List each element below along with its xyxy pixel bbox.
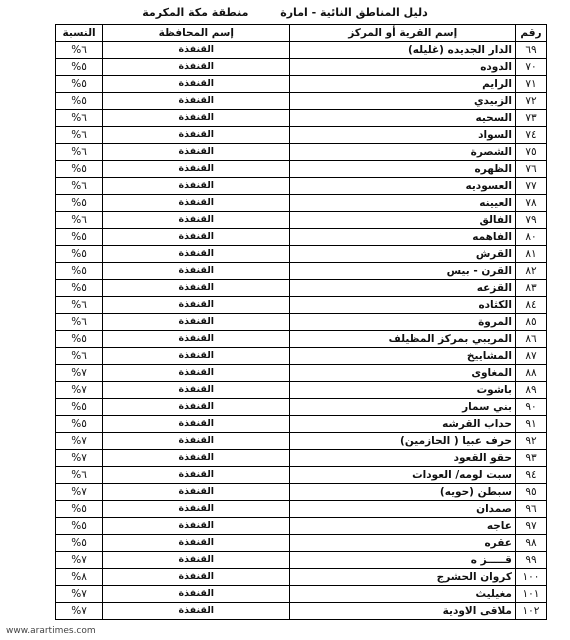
village-name: العيينه	[290, 195, 515, 212]
governorate-name: القنفذة	[103, 144, 290, 161]
village-name: الفالق	[290, 212, 515, 229]
governorate-name: القنفذة	[103, 195, 290, 212]
table-row	[56, 586, 547, 603]
villages-table	[55, 24, 547, 620]
header-num: رقم	[515, 25, 546, 42]
percentage-value: ٦%	[56, 348, 103, 365]
governorate-name: القنفذة	[103, 586, 290, 603]
percentage-value: ٨%	[56, 569, 103, 586]
table-row	[56, 93, 547, 110]
table-row	[56, 59, 547, 76]
governorate-name: القنفذة	[103, 450, 290, 467]
governorate-name: القنفذة	[103, 280, 290, 297]
village-name: الشصرة	[290, 144, 515, 161]
header-village: إسم القرية أو المركز	[290, 25, 515, 42]
table-row	[56, 127, 547, 144]
row-number: ٧٢	[515, 93, 546, 110]
row-number: ٩٣	[515, 450, 546, 467]
governorate-name: القنفذة	[103, 314, 290, 331]
governorate-name: القنفذة	[103, 59, 290, 76]
watermark-text: www.arartimes.com	[6, 626, 96, 636]
percentage-value: ٧%	[56, 450, 103, 467]
governorate-name: القنفذة	[103, 331, 290, 348]
title-right-part: منطقة مكة المكرمة	[142, 6, 249, 19]
table-row	[56, 280, 547, 297]
governorate-name: القنفذة	[103, 365, 290, 382]
percentage-value: ٧%	[56, 586, 103, 603]
row-number: ٩١	[515, 416, 546, 433]
governorate-name: القنفذة	[103, 76, 290, 93]
governorate-name: القنفذة	[103, 518, 290, 535]
percentage-value: ٥%	[56, 263, 103, 280]
table-row	[56, 365, 547, 382]
village-name: الدار الجديده (غليله)	[290, 42, 515, 59]
governorate-name: القنفذة	[103, 263, 290, 280]
percentage-value: ٦%	[56, 127, 103, 144]
governorate-name: القنفذة	[103, 93, 290, 110]
percentage-value: ٥%	[56, 501, 103, 518]
row-number: ٨٠	[515, 229, 546, 246]
village-name: القرش	[290, 246, 515, 263]
village-name: صمدان	[290, 501, 515, 518]
table-row	[56, 178, 547, 195]
table-row	[56, 229, 547, 246]
village-name: باشوت	[290, 382, 515, 399]
governorate-name: القنفذة	[103, 382, 290, 399]
governorate-name: القنفذة	[103, 229, 290, 246]
row-number: ٦٩	[515, 42, 546, 59]
percentage-value: ٦%	[56, 42, 103, 59]
percentage-value: ٥%	[56, 161, 103, 178]
village-name: الكثاده	[290, 297, 515, 314]
percentage-value: ٥%	[56, 280, 103, 297]
row-number: ٧٠	[515, 59, 546, 76]
governorate-name: القنفذة	[103, 603, 290, 620]
village-name: المغاوى	[290, 365, 515, 382]
percentage-value: ٥%	[56, 331, 103, 348]
percentage-value: ٦%	[56, 178, 103, 195]
governorate-name: القنفذة	[103, 178, 290, 195]
percentage-value: ٥%	[56, 399, 103, 416]
village-name: ملاقى الاودية	[290, 603, 515, 620]
percentage-value: ٥%	[56, 416, 103, 433]
table-row	[56, 518, 547, 535]
percentage-value: ٥%	[56, 195, 103, 212]
row-number: ٩٩	[515, 552, 546, 569]
percentage-value: ٧%	[56, 552, 103, 569]
table-row	[56, 348, 547, 365]
table-row	[56, 399, 547, 416]
governorate-name: القنفذة	[103, 127, 290, 144]
village-name: كروان الحشرج	[290, 569, 515, 586]
percentage-value: ٧%	[56, 433, 103, 450]
row-number: ٧٣	[515, 110, 546, 127]
village-name: القزعه	[290, 280, 515, 297]
governorate-name: القنفذة	[103, 484, 290, 501]
row-number: ٨٩	[515, 382, 546, 399]
percentage-value: ٥%	[56, 93, 103, 110]
village-name: القرن - بيس	[290, 263, 515, 280]
village-name: الفاهمه	[290, 229, 515, 246]
row-number: ١٠٠	[515, 569, 546, 586]
governorate-name: القنفذة	[103, 297, 290, 314]
table-row	[56, 246, 547, 263]
village-name: مغيليث	[290, 586, 515, 603]
table-row	[56, 501, 547, 518]
row-number: ٧٩	[515, 212, 546, 229]
header-percentage: النسبة	[56, 25, 103, 42]
row-number: ٧٧	[515, 178, 546, 195]
row-number: ٩٥	[515, 484, 546, 501]
percentage-value: ٦%	[56, 467, 103, 484]
village-name: الرايم	[290, 76, 515, 93]
table-row	[56, 382, 547, 399]
table-row	[56, 552, 547, 569]
percentage-value: ٥%	[56, 229, 103, 246]
row-number: ٧٨	[515, 195, 546, 212]
village-name: بني سمار	[290, 399, 515, 416]
village-name: المريبي بمركز المظيلف	[290, 331, 515, 348]
table-row	[56, 535, 547, 552]
row-number: ٧٤	[515, 127, 546, 144]
village-name: سبت لومه/ العودات	[290, 467, 515, 484]
title-left-part: دليل المناطق النائية - امارة	[280, 6, 428, 19]
table-row	[56, 212, 547, 229]
table-row	[56, 484, 547, 501]
row-number: ٧١	[515, 76, 546, 93]
village-name: قـــــز ه	[290, 552, 515, 569]
table-header-row	[56, 25, 547, 42]
table-row	[56, 603, 547, 620]
row-number: ١٠١	[515, 586, 546, 603]
table-row	[56, 450, 547, 467]
village-name: المشاييخ	[290, 348, 515, 365]
percentage-value: ٥%	[56, 535, 103, 552]
page-title	[0, 6, 570, 19]
governorate-name: القنفذة	[103, 467, 290, 484]
row-number: ٩٦	[515, 501, 546, 518]
governorate-name: القنفذة	[103, 212, 290, 229]
village-name: السواد	[290, 127, 515, 144]
table-body	[56, 42, 547, 620]
percentage-value: ٥%	[56, 246, 103, 263]
governorate-name: القنفذة	[103, 348, 290, 365]
row-number: ٨٢	[515, 263, 546, 280]
governorate-name: القنفذة	[103, 42, 290, 59]
row-number: ٧٥	[515, 144, 546, 161]
table-row	[56, 297, 547, 314]
percentage-value: ٥%	[56, 76, 103, 93]
table-row	[56, 433, 547, 450]
percentage-value: ٥%	[56, 518, 103, 535]
row-number: ٩٤	[515, 467, 546, 484]
percentage-value: ٧%	[56, 365, 103, 382]
village-name: العسوديه	[290, 178, 515, 195]
percentage-value: ٧%	[56, 484, 103, 501]
row-number: ٨٥	[515, 314, 546, 331]
row-number: ١٠٢	[515, 603, 546, 620]
table-row	[56, 76, 547, 93]
percentage-value: ٥%	[56, 59, 103, 76]
table-row	[56, 110, 547, 127]
governorate-name: القنفذة	[103, 110, 290, 127]
governorate-name: القنفذة	[103, 501, 290, 518]
village-name: الظهره	[290, 161, 515, 178]
table-row	[56, 195, 547, 212]
table-row	[56, 42, 547, 59]
village-name: عاجه	[290, 518, 515, 535]
table-row	[56, 467, 547, 484]
percentage-value: ٦%	[56, 297, 103, 314]
row-number: ٨٤	[515, 297, 546, 314]
table-row	[56, 314, 547, 331]
header-governorate: إسم المحافظة	[103, 25, 290, 42]
village-name: الزبيدي	[290, 93, 515, 110]
row-number: ٨٧	[515, 348, 546, 365]
governorate-name: القنفذة	[103, 569, 290, 586]
village-name: سبطن (حويه)	[290, 484, 515, 501]
table-row	[56, 416, 547, 433]
village-name: حقو القعود	[290, 450, 515, 467]
governorate-name: القنفذة	[103, 399, 290, 416]
percentage-value: ٦%	[56, 110, 103, 127]
row-number: ٨٦	[515, 331, 546, 348]
row-number: ٩٢	[515, 433, 546, 450]
villages-table-container	[55, 24, 547, 620]
table-row	[56, 263, 547, 280]
row-number: ٩٧	[515, 518, 546, 535]
village-name: عقره	[290, 535, 515, 552]
table-row	[56, 144, 547, 161]
percentage-value: ٦%	[56, 144, 103, 161]
row-number: ٩٨	[515, 535, 546, 552]
row-number: ٧٦	[515, 161, 546, 178]
governorate-name: القنفذة	[103, 535, 290, 552]
row-number: ٨٨	[515, 365, 546, 382]
governorate-name: القنفذة	[103, 552, 290, 569]
table-row	[56, 331, 547, 348]
table-row	[56, 569, 547, 586]
governorate-name: القنفذة	[103, 433, 290, 450]
village-name: حرف عبيا ( الحازمين)	[290, 433, 515, 450]
percentage-value: ٦%	[56, 212, 103, 229]
row-number: ٨٣	[515, 280, 546, 297]
governorate-name: القنفذة	[103, 416, 290, 433]
village-name: المروة	[290, 314, 515, 331]
row-number: ٩٠	[515, 399, 546, 416]
percentage-value: ٧%	[56, 603, 103, 620]
village-name: السحيه	[290, 110, 515, 127]
percentage-value: ٦%	[56, 314, 103, 331]
table-row	[56, 161, 547, 178]
village-name: الدوده	[290, 59, 515, 76]
percentage-value: ٧%	[56, 382, 103, 399]
governorate-name: القنفذة	[103, 246, 290, 263]
village-name: حداب القرشه	[290, 416, 515, 433]
governorate-name: القنفذة	[103, 161, 290, 178]
row-number: ٨١	[515, 246, 546, 263]
